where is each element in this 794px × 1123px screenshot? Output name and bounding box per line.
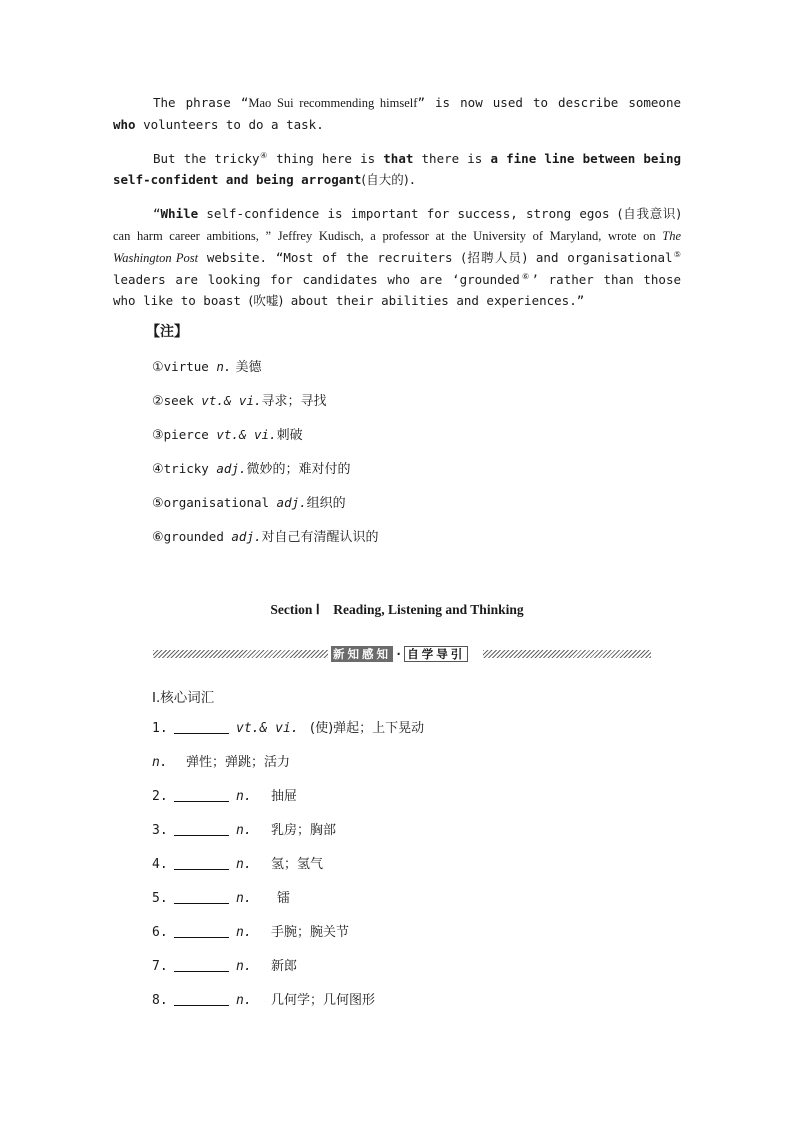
meaning: 镭 bbox=[277, 891, 291, 906]
footnote-ref: ④ bbox=[259, 150, 268, 160]
chinese-gloss: (自大的) bbox=[361, 172, 409, 187]
part-of-speech: n. bbox=[236, 823, 252, 838]
note-meaning: 刺破 bbox=[276, 428, 303, 443]
italic-title: The Washington Post bbox=[113, 229, 681, 265]
meaning: 手腕；腕关节 bbox=[271, 925, 350, 940]
text: . bbox=[408, 172, 417, 187]
part-of-speech: n. bbox=[236, 993, 252, 1008]
chinese-gloss: (吹嘘) bbox=[248, 293, 284, 308]
note-number: ② bbox=[152, 394, 164, 409]
text: self-confidence is important for success, strong egos bbox=[198, 206, 618, 221]
part-of-speech: n. bbox=[236, 925, 252, 940]
vocab-item bbox=[152, 888, 632, 922]
answer-blank[interactable] bbox=[174, 820, 229, 836]
answer-blank[interactable] bbox=[174, 854, 229, 870]
part-of-speech: n. bbox=[236, 891, 252, 906]
bold-word: While bbox=[160, 206, 199, 221]
notes-heading: 【注】 bbox=[146, 324, 188, 340]
paragraph-1 bbox=[113, 92, 681, 135]
meaning: 氢；氢气 bbox=[271, 857, 324, 872]
section-title: Section Ⅰ Reading, Listening and Thinking bbox=[270, 602, 524, 617]
note-word: virtue bbox=[163, 359, 217, 374]
text: there is bbox=[413, 151, 491, 166]
vocab-list bbox=[152, 718, 632, 1024]
note-number: ⑥ bbox=[152, 530, 164, 545]
vocab-heading: Ⅰ.核心词汇 bbox=[152, 690, 215, 706]
text: and organisational bbox=[527, 250, 673, 265]
meaning: 弹性；弹跳；活力 bbox=[186, 755, 291, 770]
item-number: 1. bbox=[152, 721, 168, 736]
item-number: 5. bbox=[152, 891, 168, 906]
vocab-item bbox=[152, 718, 632, 752]
note-item bbox=[152, 458, 652, 492]
note-number: ① bbox=[152, 360, 164, 375]
note-number: ④ bbox=[152, 462, 164, 477]
bold-word: that bbox=[383, 151, 414, 166]
part-of-speech: vt.& vi. bbox=[236, 721, 299, 736]
note-meaning: 寻求；寻找 bbox=[261, 394, 327, 409]
footnote-ref: ⑤ bbox=[672, 249, 681, 259]
part-of-speech: n. bbox=[152, 755, 168, 770]
part-of-speech: n. bbox=[236, 857, 252, 872]
notes-list bbox=[152, 356, 652, 560]
chinese-gloss: (自我意识) bbox=[617, 206, 681, 221]
banner-chip-left: 新知感知 bbox=[333, 647, 391, 661]
answer-blank[interactable] bbox=[174, 922, 229, 938]
note-word: grounded bbox=[163, 529, 232, 544]
text: volunteers to do a task. bbox=[135, 117, 324, 132]
meaning: (使)弹起；上下晃动 bbox=[310, 721, 425, 736]
note-number: ⑤ bbox=[152, 496, 164, 511]
answer-blank[interactable] bbox=[174, 990, 229, 1006]
meaning: 新郎 bbox=[271, 959, 298, 974]
text: “ bbox=[153, 206, 161, 221]
note-item bbox=[152, 526, 652, 560]
hatch-divider-left bbox=[153, 650, 328, 658]
bold-phrase: a fine line between being self-confident and being arrogant bbox=[113, 151, 682, 187]
item-number: 4. bbox=[152, 857, 168, 872]
vocab-item bbox=[152, 956, 632, 990]
text: ’ rather than those who like to boast bbox=[113, 272, 681, 308]
note-meaning: 微妙的；难对付的 bbox=[246, 462, 351, 477]
vocab-item bbox=[152, 786, 632, 820]
note-pos: adj. bbox=[276, 495, 307, 510]
bold-word: who bbox=[113, 117, 136, 132]
note-meaning: 美德 bbox=[231, 360, 262, 375]
note-meaning: 组织的 bbox=[306, 496, 346, 511]
quoted-phrase: Mao Sui recommending himself bbox=[248, 96, 418, 110]
vocab-item bbox=[152, 820, 632, 854]
hatch-divider-right bbox=[483, 650, 651, 658]
text: thing here is bbox=[267, 151, 384, 166]
answer-blank[interactable] bbox=[174, 786, 229, 802]
text: ” is now used to describe someone bbox=[417, 95, 681, 110]
part-of-speech: n. bbox=[236, 959, 252, 974]
item-number: 2. bbox=[152, 789, 168, 804]
note-pos: n. bbox=[216, 359, 232, 374]
note-number: ③ bbox=[152, 428, 164, 443]
note-pos: adj. bbox=[231, 529, 262, 544]
part-of-speech: n. bbox=[236, 789, 252, 804]
vocab-item bbox=[152, 990, 632, 1024]
answer-blank[interactable] bbox=[174, 888, 229, 904]
note-pos: vt.& vi. bbox=[216, 427, 277, 442]
note-word: tricky bbox=[163, 461, 217, 476]
paragraph-3 bbox=[113, 203, 681, 311]
meaning: 乳房；胸部 bbox=[271, 823, 337, 838]
chinese-gloss: (招聘人员) bbox=[461, 250, 528, 265]
item-number: 7. bbox=[152, 959, 168, 974]
item-number: 3. bbox=[152, 823, 168, 838]
note-meaning: 对自己有清醒认识的 bbox=[261, 530, 379, 545]
answer-blank[interactable] bbox=[174, 956, 229, 972]
item-number: 6. bbox=[152, 925, 168, 940]
meaning: 几何学；几何图形 bbox=[271, 993, 376, 1008]
text: The phrase “ bbox=[153, 95, 249, 110]
note-item bbox=[152, 492, 652, 526]
note-word: pierce bbox=[163, 427, 217, 442]
vocab-item bbox=[152, 854, 632, 888]
note-item bbox=[152, 356, 652, 390]
note-pos: adj. bbox=[216, 461, 247, 476]
note-pos: vt.& vi. bbox=[201, 393, 262, 408]
note-item bbox=[152, 424, 652, 458]
note-word: seek bbox=[163, 393, 202, 408]
banner-label bbox=[331, 644, 468, 664]
banner-chip-right: 自学导引 bbox=[404, 646, 468, 662]
footnote-ref: ⑥ bbox=[519, 271, 532, 281]
text: But the tricky bbox=[153, 151, 260, 166]
banner-dot: · bbox=[395, 647, 403, 661]
vocab-extra-line bbox=[152, 752, 632, 786]
vocab-item bbox=[152, 922, 632, 956]
paragraph-2 bbox=[113, 148, 681, 190]
reading-passage bbox=[113, 92, 681, 311]
text: can harm career ambitions, ” Jeffrey Kudisch, a professor at the University of Maryland, wrote on bbox=[113, 229, 663, 243]
text: leaders are looking for candidates who are ‘grounded bbox=[113, 272, 520, 287]
note-word: organisational bbox=[163, 495, 277, 510]
note-item bbox=[152, 390, 652, 424]
item-number: 8. bbox=[152, 993, 168, 1008]
meaning: 抽屉 bbox=[271, 789, 298, 804]
section-banner bbox=[153, 644, 651, 664]
text: about their abilities and experiences.” bbox=[283, 293, 585, 308]
answer-blank[interactable] bbox=[174, 718, 229, 734]
text: website. “Most of the recruiters bbox=[198, 250, 462, 265]
